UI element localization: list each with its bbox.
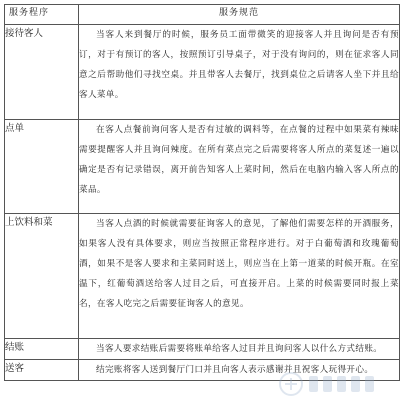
spec-cell: 当客人点酒的时候就需要征询客人的意见，了解他们需要怎样的开酒服务，如果客人没有具体要求，则应当按照正常程序进行。对于白葡萄酒和玫瑰葡萄酒，如果不是客人要求和主菜同时送上，则应当在上第一道菜的时候开瓶。在室温下，红葡萄酒送给客人过目之后，可直接开启。上菜的时候需要同时报上菜名，在客人吃完之后需要征询客人的意见。 — [79, 214, 400, 339]
process-cell: 送客 — [5, 360, 79, 381]
process-cell: 点单 — [5, 120, 79, 214]
table-row — [5, 25, 400, 120]
table-row — [5, 214, 400, 339]
header-process: 服务程序 — [5, 5, 79, 25]
service-spec-table — [4, 4, 400, 381]
spec-cell: 在客人点餐前询问客人是否有过敏的调料等，在点餐的过程中如果菜有辣味需要提醒客人并且询问辣度。在所有菜点完之后需要将客人所点的菜复述一遍以确定是否有记录错误，离开前告知客人上菜时间，然后在电脑内输入客人所点的菜品。 — [79, 120, 400, 214]
process-cell: 接待客人 — [5, 25, 79, 120]
process-cell: 结账 — [5, 339, 79, 360]
process-cell: 上饮料和菜 — [5, 214, 79, 339]
table-row — [5, 120, 400, 214]
table-row — [5, 360, 400, 381]
table-row — [5, 339, 400, 360]
spec-cell: 当客人要求结账后需要将账单给客人过目并且询问客人以什么方式结账。 — [79, 339, 400, 360]
table-header-row — [5, 5, 400, 25]
document-page — [4, 4, 399, 381]
spec-cell: 结完账将客人送到餐厅门口并且向客人表示感谢并且祝客人玩得开心。 — [79, 360, 400, 381]
header-spec: 服务规范 — [79, 5, 400, 25]
spec-cell: 当客人来到餐厅的时候，服务员工面带微笑的迎接客人并且询问是否有预订，对于有预订的客人，按照预订引导桌子，对于没有询问的，则在征求客人同意之后帮助他们寻找空桌。并且带客人去餐厅，找到桌位之后请客人坐下并且给客人菜单。 — [79, 25, 400, 120]
